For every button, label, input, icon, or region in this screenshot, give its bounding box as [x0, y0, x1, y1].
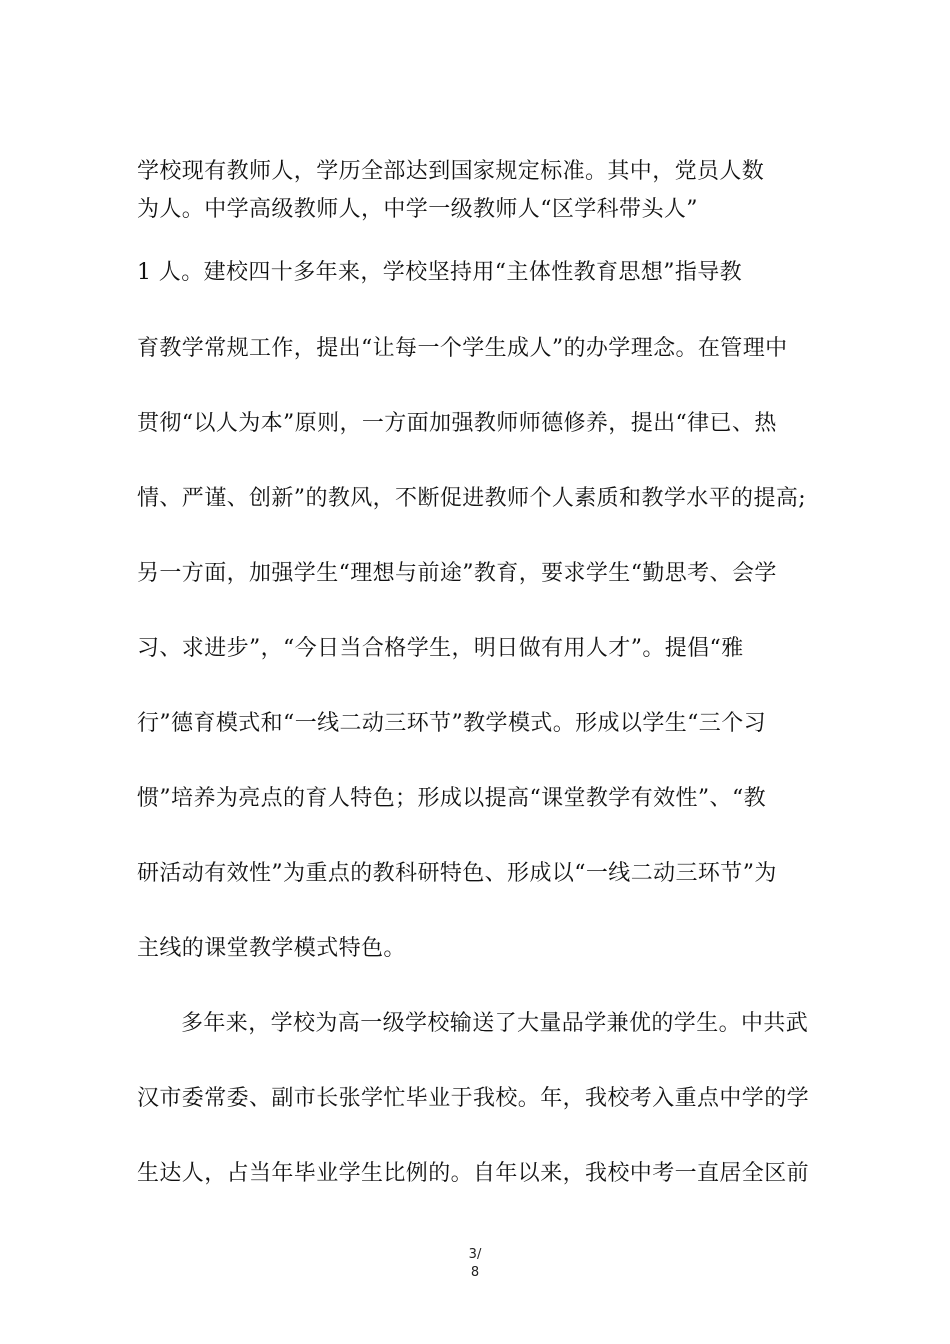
page-number-total: 8: [470, 1265, 480, 1280]
text-line-3: 1 人。建校四十多年来，学校坚持用“主体性教育思想”指导教: [137, 260, 743, 285]
text-line-8: 习、求进步”，“今日当合格学生，明日做有用人才”。提倡“雅: [137, 636, 744, 661]
page-number-current: 3/: [468, 1247, 482, 1262]
text-line-12: 主线的课堂教学模式特色。: [137, 936, 406, 961]
text-line-14: 汉市委常委、副市长张学忙毕业于我校。年，我校考入重点中学的学: [137, 1086, 810, 1111]
text-line-5: 贯彻“以人为本”原则，一方面加强教师师德修养，提出“律已、热: [137, 411, 777, 436]
text-line-15: 生达人，占当年毕业学生比例的。自年以来，我校中考一直居全区前: [137, 1161, 810, 1186]
page-number: [0, 1246, 950, 1282]
text-line-2: 为人。中学高级教师人，中学一级教师人“区学科带头人”: [137, 197, 698, 222]
text-line-10: 惯”培养为亮点的育人特色；形成以提高“课堂教学有效性”、“教: [137, 786, 766, 811]
text-line-4: 育教学常规工作，提出“让每一个学生成人”的办学理念。在管理中: [137, 336, 788, 361]
text-line-7: 另一方面，加强学生“理想与前途”教育，要求学生“勤思考、会学: [137, 561, 777, 586]
text-line-1: 学校现有教师人，学历全部达到国家规定标准。其中，党员人数: [137, 159, 765, 184]
text-line-9: 行”德育模式和“一线二动三环节”教学模式。形成以学生“三个习: [137, 711, 766, 736]
text-line-6: 情、严谨、创新”的教风，不断促进教师个人素质和教学水平的提高;: [137, 486, 807, 511]
text-line-11: 研活动有效性”为重点的教科研特色、形成以“一线二动三环节”为: [137, 861, 777, 886]
text-line-13: 多年来，学校为高一级学校输送了大量品学兼优的学生。中共武: [181, 1011, 809, 1036]
